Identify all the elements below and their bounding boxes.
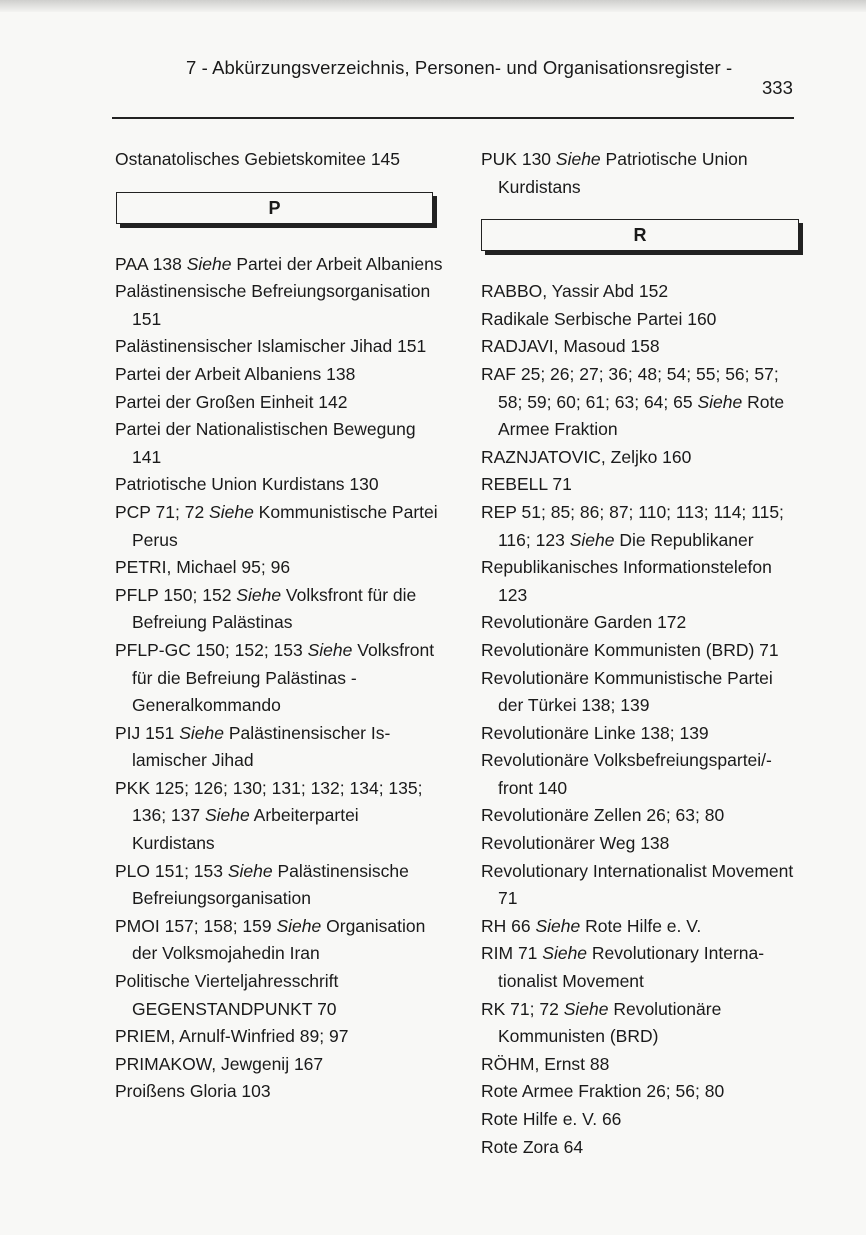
see-reference: Siehe [186, 253, 232, 274]
index-entry [481, 278, 801, 306]
entry-target: Patriotische Union Kurdistans [498, 149, 748, 197]
entry-target: Organisation der Volksmojahedin Iran [132, 915, 426, 964]
index-entries [481, 278, 801, 1161]
entry-text: Revolutionäre Garden 172 [481, 612, 687, 633]
entry-text: PCP 71; 72 [115, 501, 210, 522]
see-reference: Siehe [697, 391, 743, 412]
index-entry [481, 146, 801, 201]
entry-target: Revolutionäre Kommunisten (BRD) [498, 998, 722, 1047]
index-entry [481, 802, 801, 830]
entry-text: REBELL 71 [481, 474, 572, 495]
index-entry [115, 858, 445, 913]
index-entry [115, 471, 445, 499]
index-entry [115, 913, 445, 968]
entry-text: RÖHM, Ernst 88 [481, 1053, 610, 1074]
entry-text: Partei der Großen Einheit 142 [115, 391, 348, 412]
entry-text: Revolutionäre Linke 138; 139 [481, 722, 709, 743]
entry-text: PFLP-GC 150; 152; 153 [115, 639, 308, 660]
index-entry [115, 416, 445, 471]
entry-text: RK 71; 72 [481, 998, 564, 1019]
index-entry [481, 720, 801, 748]
index-entry [481, 940, 801, 995]
entry-target: Volksfront für die Befreiung Palästinas - Generalkommando [132, 639, 435, 716]
entry-target: Die Republikaner [614, 529, 754, 550]
entry-text: Rote Armee Fraktion 26; 56; 80 [481, 1081, 725, 1102]
index-entry [115, 554, 445, 582]
index-entry [481, 1078, 801, 1106]
see-reference: Siehe [179, 722, 224, 743]
entry-text: PMOI 157; 158; 159 [115, 915, 277, 936]
top-entries [481, 146, 801, 201]
index-entry [481, 830, 801, 858]
page-header: 7 - Abkürzungsverzeichnis, Personen- und Organisationsregister - [186, 57, 733, 78]
entry-text: Revolutionary Internationalist Movement 71 [481, 860, 794, 909]
index-entry [481, 554, 801, 609]
entry-text: PUK 130 [481, 149, 556, 169]
entry-text: Revolutionäre Zellen 26; 63; 80 [481, 805, 725, 826]
index-entry [481, 1134, 801, 1162]
see-reference: Siehe [276, 915, 322, 936]
see-reference: Siehe [236, 584, 282, 605]
entry-text: Rote Hilfe e. V. 66 [481, 1109, 622, 1129]
entry-target: Rote Armee Fraktion [498, 391, 785, 440]
entry-text: RH 66 [481, 915, 536, 936]
top-entries [115, 146, 445, 174]
entry-text: Partei der Arbeit Albaniens 138 [115, 363, 356, 384]
entry-text: PETRI, Michael 95; 96 [115, 557, 291, 578]
index-entry [481, 1106, 801, 1134]
see-reference: Siehe [563, 998, 609, 1019]
see-reference: Siehe [542, 943, 588, 964]
entry-target: Kommunistische Partei Perus [132, 501, 438, 550]
see-reference: Siehe [535, 915, 581, 936]
entry-target: Rote Hilfe e. V. [580, 915, 702, 936]
entry-text: RIM 71 [481, 943, 543, 964]
entry-text: PIJ 151 [115, 722, 180, 743]
section-heading-r: R [481, 219, 799, 251]
index-entry [481, 913, 801, 941]
index-entry [115, 637, 445, 720]
right-column [481, 146, 801, 1161]
index-entry [115, 499, 445, 554]
entry-text: Radikale Serbische Partei 160 [481, 308, 717, 329]
entry-text: Ostanatolisches Gebietskomitee 145 [115, 149, 401, 169]
header-divider [112, 117, 794, 119]
entry-text: RADJAVI, Masoud 158 [481, 336, 660, 357]
entry-text: REP 51; 85; 86; 87; 110; 113; 114; 115; 116; 123 [481, 501, 784, 550]
index-entry [115, 582, 445, 637]
index-entry [115, 1078, 445, 1106]
index-entry [481, 1051, 801, 1079]
entry-target: Revolutionary Internationalist Movement [498, 943, 765, 992]
entry-text: PAA 138 [115, 253, 187, 274]
index-entry [481, 306, 801, 334]
entry-text: Revolutionärer Weg 138 [481, 833, 670, 854]
entry-target: Arbeiterpartei Kurdistans [132, 805, 359, 854]
index-entry [115, 1023, 445, 1051]
entry-target: Volksfront für die Befreiung Palästinas [132, 584, 417, 633]
entry-text: Partei der Nationalistischen Bewegung 141 [115, 419, 416, 467]
entry-text: RAZNJATOVIC, Zeljko 160 [481, 446, 692, 467]
see-reference: Siehe [209, 501, 254, 522]
index-entry [481, 858, 801, 913]
entry-text: PKK 125; 126; 130; 131; 132; 134; 135; 136; 137 [115, 777, 423, 826]
index-entry [115, 361, 445, 389]
index-entry [115, 1051, 445, 1079]
scan-edge [0, 0, 866, 12]
see-reference: Siehe [204, 805, 250, 826]
index-entry [481, 361, 801, 444]
entry-text: RABBO, Yassir Abd 152 [481, 281, 669, 302]
index-entry [115, 720, 445, 775]
entry-text: Revolutionäre Volksbefreiungspartei/-front 140 [481, 750, 772, 798]
index-entry [481, 499, 801, 554]
entry-text: Revolutionäre Kommunistische Partei der Türkei 138; 139 [481, 667, 773, 716]
index-entry [115, 389, 445, 417]
index-entry [481, 996, 801, 1051]
index-entry [481, 609, 801, 637]
entry-text: Palästinensische Befreiungsorganisation 151 [115, 281, 431, 329]
index-entry [115, 333, 445, 361]
index-entry [115, 146, 445, 174]
entry-text: Revolutionäre Kommunisten (BRD) 71 [481, 639, 779, 660]
page-number: 333 [762, 77, 793, 98]
see-reference: Siehe [227, 860, 273, 881]
entry-text: Rote Zora 64 [481, 1136, 584, 1157]
entry-text: Proißens Gloria 103 [115, 1081, 271, 1102]
entry-text: RAF 25; 26; 27; 36; 48; 54; 55; 56; 57; 58; 59; 60; 61; 63; 64; 65 [481, 363, 779, 412]
section-heading-p: P [116, 192, 433, 224]
entry-text: Republikanisches Informationstelefon 123 [481, 557, 772, 605]
see-reference: Siehe [569, 529, 615, 550]
left-column [115, 146, 445, 1106]
entry-target: Palästinensischer Islamischer Jihad [132, 722, 391, 771]
entry-text: PLO 151; 153 [115, 860, 228, 881]
index-entry [115, 968, 445, 1023]
entry-text: PFLP 150; 152 [115, 584, 237, 605]
see-reference: Siehe [555, 149, 601, 169]
entry-target: Partei der Arbeit Albaniens [231, 253, 443, 274]
index-entry [481, 333, 801, 361]
index-entry [481, 444, 801, 472]
index-entry [481, 747, 801, 802]
entry-text: PRIMAKOW, Jewgenij 167 [115, 1053, 324, 1074]
index-entry [481, 665, 801, 720]
entry-text: Palästinensischer Islamischer Jihad 151 [115, 336, 427, 357]
entry-target: Palästinensische Befreiungsorganisation [132, 860, 409, 909]
index-entry [481, 637, 801, 665]
index-entry [481, 471, 801, 499]
index-entry [115, 278, 445, 333]
entry-text: Politische Vierteljahresschrift GEGENSTANDPUNKT 70 [115, 971, 339, 1019]
entry-text: Patriotische Union Kurdistans 130 [115, 474, 379, 495]
index-entries [115, 251, 445, 1106]
index-entry [115, 251, 445, 279]
see-reference: Siehe [307, 639, 353, 660]
index-entry [115, 775, 445, 858]
entry-text: PRIEM, Arnulf-Winfried 89; 97 [115, 1026, 349, 1047]
